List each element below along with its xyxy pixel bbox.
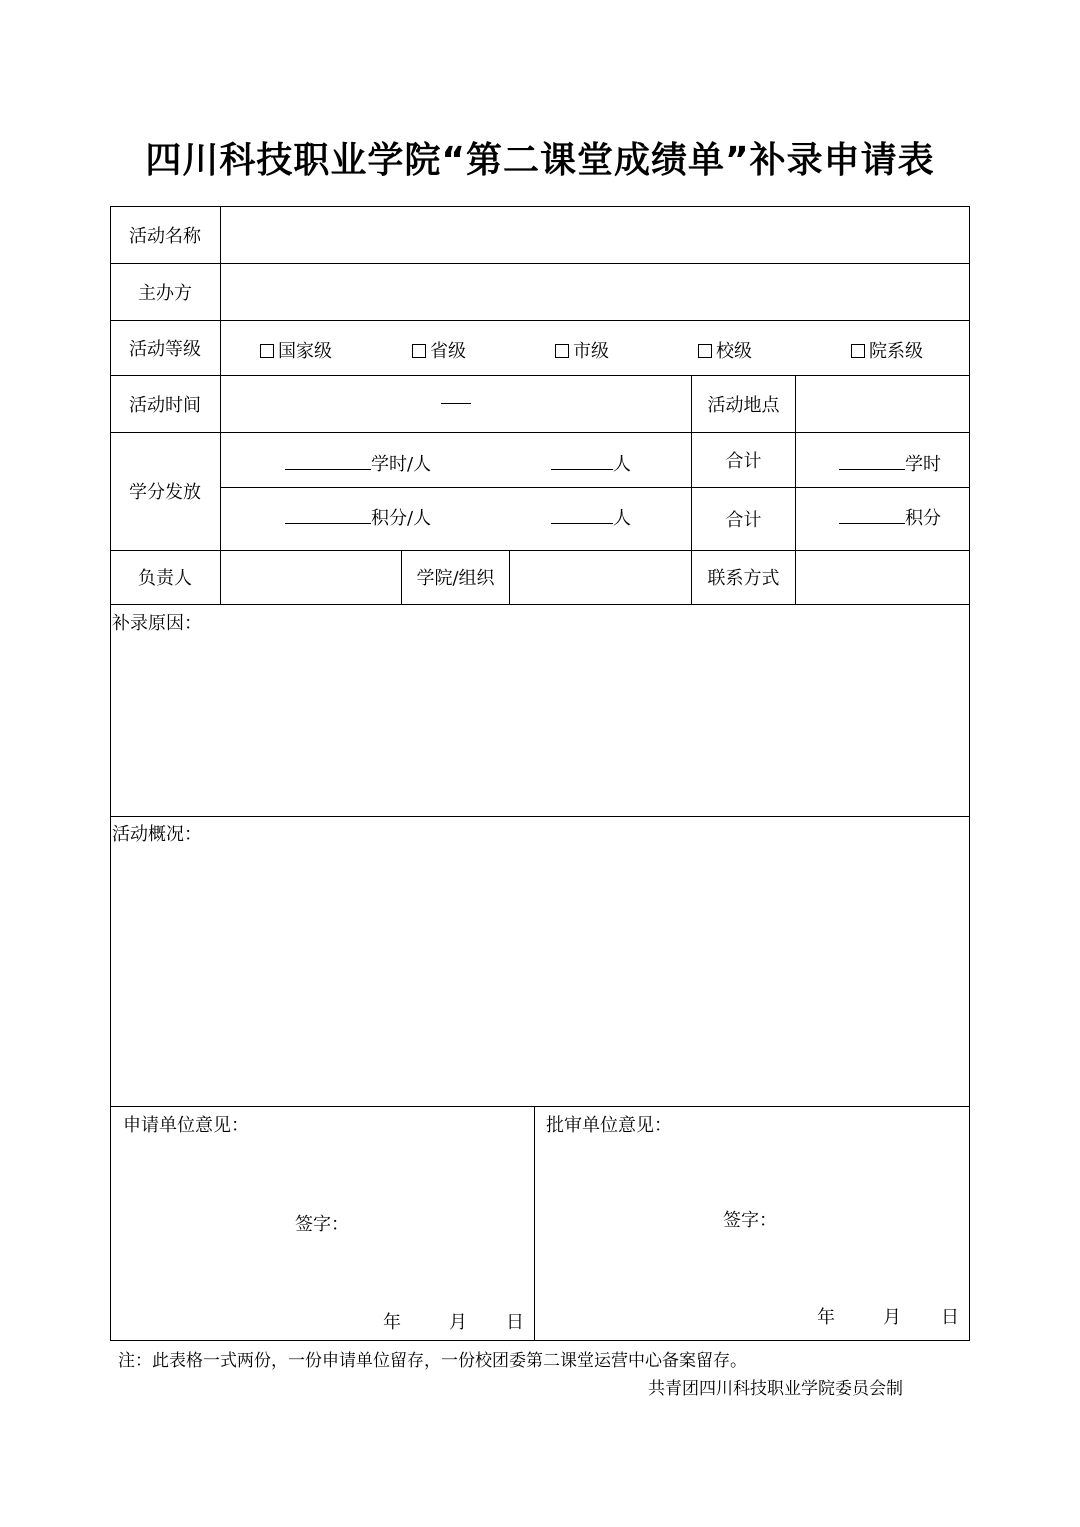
- approver-date-year: 年: [817, 1307, 835, 1328]
- blank-line: [839, 451, 905, 470]
- overview-field[interactable]: [111, 846, 969, 1105]
- activity-name-field[interactable]: [221, 206, 969, 263]
- footer-issuer: 共青团四川科技职业学院委员会制: [648, 1379, 903, 1399]
- blank-line: [839, 505, 905, 524]
- checkbox-icon: [698, 344, 712, 358]
- blank-line: [285, 505, 371, 524]
- checkbox-icon: [851, 344, 865, 358]
- credit-distribution-label: 学分发放: [129, 482, 201, 503]
- credit-hours-total-label: 合计: [725, 450, 762, 472]
- level-option-department[interactable]: 院系级: [851, 337, 923, 363]
- reason-field[interactable]: [111, 635, 969, 815]
- checkbox-icon: [260, 344, 274, 358]
- activity-name-label: 活动名称: [129, 225, 201, 247]
- credit-hours-people[interactable]: 人: [551, 450, 631, 476]
- applicant-signature-label: 签字：: [295, 1214, 349, 1235]
- dash-separator: [441, 403, 471, 404]
- applicant-date-month: 月: [449, 1312, 467, 1333]
- organizer-field[interactable]: [221, 263, 969, 320]
- contact-field[interactable]: [796, 550, 969, 604]
- level-option-city[interactable]: 市级: [555, 337, 609, 363]
- page-title: 四川科技职业学院“第二课堂成绩单”补录申请表: [145, 140, 935, 181]
- organizer-label: 主办方: [138, 282, 192, 304]
- checkbox-icon: [555, 344, 569, 358]
- person-in-charge-field[interactable]: [221, 550, 401, 604]
- credit-hours-total[interactable]: 学时: [839, 450, 941, 476]
- checkbox-icon: [412, 344, 426, 358]
- blank-line: [551, 505, 613, 524]
- activity-location-label: 活动地点: [707, 394, 780, 416]
- activity-time-field[interactable]: [221, 375, 691, 432]
- person-in-charge-label: 负责人: [138, 568, 192, 589]
- approver-date-month: 月: [883, 1307, 901, 1328]
- footer-note: 注：此表格一式两份，一份申请单位留存，一份校团委第二课堂运营中心备案留存。: [118, 1351, 747, 1371]
- credit-points-total-label: 合计: [725, 509, 762, 531]
- level-option-provincial[interactable]: 省级: [412, 337, 466, 363]
- activity-location-field[interactable]: [796, 375, 969, 432]
- approver-opinion-label: 批审单位意见：: [546, 1115, 672, 1136]
- blank-line: [285, 451, 371, 470]
- blank-line: [551, 451, 613, 470]
- level-option-school[interactable]: 校级: [698, 337, 752, 363]
- approver-signature-label: 签字：: [723, 1210, 777, 1231]
- contact-label: 联系方式: [707, 568, 780, 589]
- applicant-opinion-label: 申请单位意见：: [123, 1115, 249, 1136]
- applicant-date-day: 日: [506, 1312, 524, 1333]
- credit-points-total[interactable]: 积分: [839, 504, 941, 530]
- college-label: 学院/组织: [416, 568, 495, 589]
- activity-time-label: 活动时间: [129, 394, 201, 416]
- college-field[interactable]: [510, 550, 691, 604]
- activity-level-label: 活动等级: [129, 338, 201, 360]
- level-option-national[interactable]: 国家级: [260, 337, 332, 363]
- overview-label: 活动概况：: [112, 824, 202, 845]
- approver-date-day: 日: [941, 1307, 959, 1328]
- applicant-date-year: 年: [383, 1312, 401, 1333]
- credit-points-per-person[interactable]: 积分/人: [285, 504, 431, 530]
- credit-hours-per-person[interactable]: 学时/人: [285, 450, 431, 476]
- reason-label: 补录原因：: [112, 613, 202, 634]
- credit-points-people[interactable]: 人: [551, 504, 631, 530]
